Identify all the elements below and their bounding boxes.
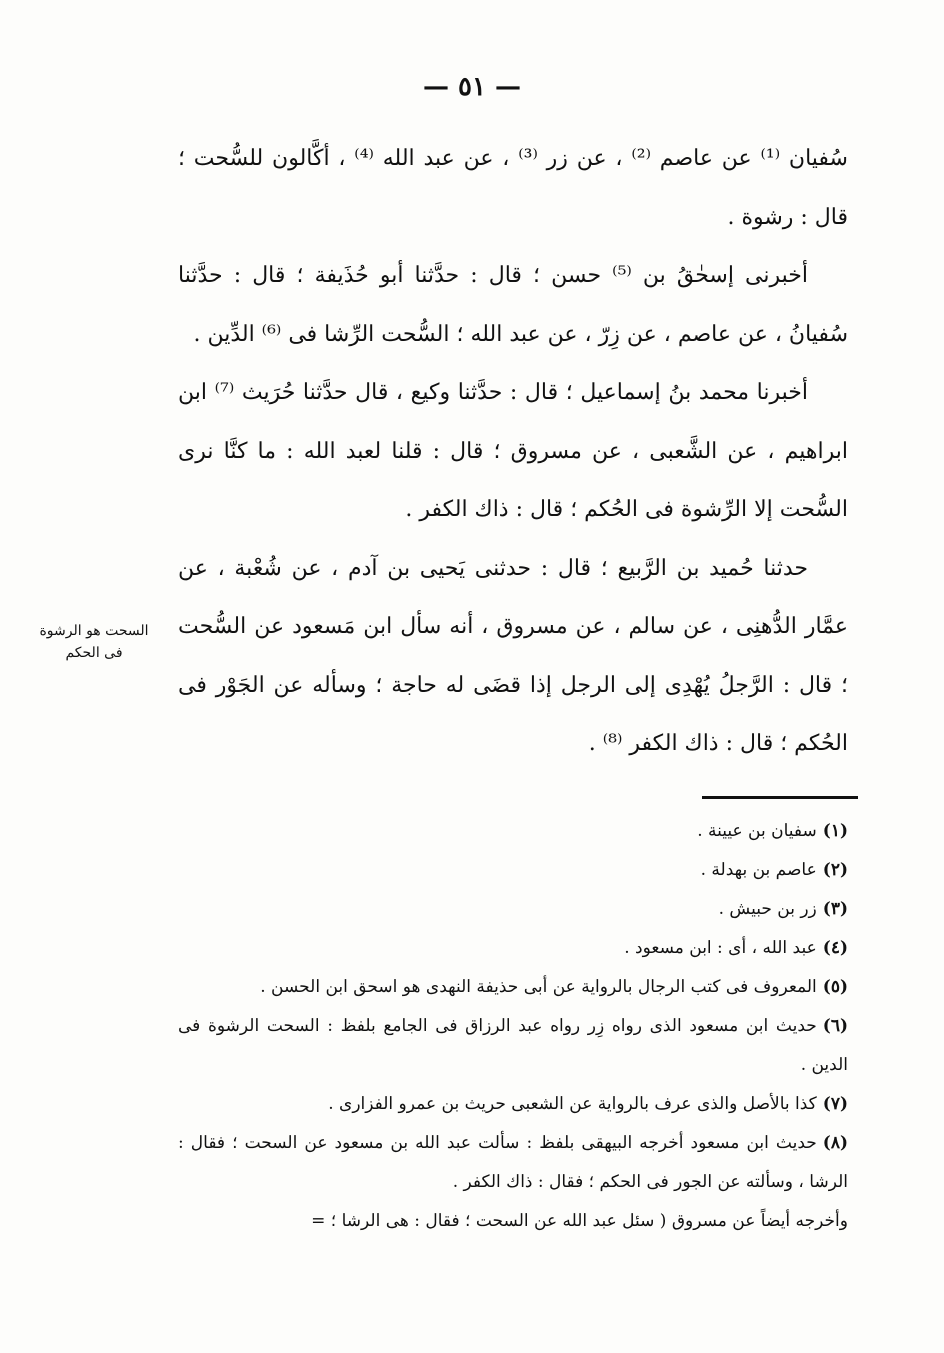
page-number: — ٥١ — bbox=[422, 72, 522, 102]
footnote-text: عاصم بن بهدلة . bbox=[700, 860, 817, 880]
footnote-5 bbox=[178, 968, 848, 1007]
footnote-text: حديث ابن مسعود الذى رواه زِر رواه عبد الرزاق فى الجامع بلفظ : السحت الرشوة فى الدين . bbox=[178, 1016, 848, 1075]
paragraph-4: حدثنا حُميد بن الرَّبيع ؛ قال : حدثنى يَحيى بن آدم ، عن شُعْبة ، عن عمَّار الدُّهنِى ، عن سالم ، عن مسروق ، أنه سأل ابن مَسعود عن السُّحت ؛ قال : الرَّجلُ يُهْدِى إلى الرجل إذا قضَى له حاجة ؛ وسأله عن الجَوْر فى الحُكم ؛ قال : ذاك الكفر ⁽⁸⁾ . bbox=[178, 555, 848, 756]
paragraph-2: أخبرنى إسحٰقُ بن ⁽⁵⁾ حسن ؛ قال : حدَّثنا أبو حُذَيفة ؛ قال : حدَّثنا سُفيانُ ، عن عاصم ، عن زِرّ ، عن عبد الله ؛ السُّحت الرِّشا فى ⁽⁶⁾ الدِّين . bbox=[178, 263, 848, 347]
footnote-2 bbox=[178, 851, 848, 890]
footnote-text: كذا بالأصل والذى عرف بالرواية عن الشعبى حريث بن عمرو الفزارى . bbox=[328, 1094, 817, 1114]
footnote-number: (٨) bbox=[822, 1133, 848, 1153]
footnote-3 bbox=[178, 890, 848, 929]
footnote-text: عبد الله ، أى : ابن مسعود . bbox=[624, 938, 817, 958]
margin-note: السحت هو الرشوة فى الحكم bbox=[39, 623, 149, 661]
footnote-number: (٢) bbox=[822, 860, 848, 880]
footnote-number: (٣) bbox=[822, 899, 848, 919]
footnote-number: (٧) bbox=[822, 1094, 848, 1114]
paragraph-3: أخبرنا محمد بنُ إسماعيل ؛ قال : حدَّثنا وكيع ، قال حدَّثنا حُرَيث ⁽⁷⁾ ابن ابراهيم ، عن الشَّعبى ، عن مسروق ؛ قال : قلنا لعبد الله : ما كنَّا نرى السُّحت إلا الرِّشوة فى الحُكم ؛ قال : ذاك الكفر . bbox=[178, 380, 848, 522]
footnote-text: سفيان بن عيينة . bbox=[697, 821, 817, 841]
footnote-text: حديث ابن مسعود أخرجه البيهقى بلفظ : سألت عبد الله بن مسعود عن السحت ؛ فقال : الرشا ، وسألته عن الجور فى الحكم ؛ فقال : ذاك الكفر . bbox=[178, 1133, 848, 1192]
footnote-number: (١) bbox=[822, 821, 848, 841]
footnote-6 bbox=[178, 1007, 848, 1085]
footnote-text: المعروف فى كتب الرجال بالرواية عن أبى حذيفة النهدى هو اسحق ابن الحسن . bbox=[260, 977, 817, 997]
footnote-1 bbox=[178, 812, 848, 851]
footnote-text: زر بن حبيش . bbox=[718, 899, 817, 919]
footnote-divider bbox=[702, 796, 858, 799]
footnote-4 bbox=[178, 929, 848, 968]
footnote-number: (٤) bbox=[822, 938, 848, 958]
footnotes bbox=[178, 812, 848, 1241]
footnote-7 bbox=[178, 1085, 848, 1124]
footnote-8 bbox=[178, 1124, 848, 1202]
paragraph-1: سُفيان ⁽¹⁾ عن عاصم ⁽²⁾ ، عن زر ⁽³⁾ ، عن عبد الله ⁽⁴⁾ ، أكَّالون للسُّحت ؛ قال : رشوة . bbox=[178, 146, 848, 230]
footnote-8-continued bbox=[178, 1202, 848, 1241]
footnote-number: (٦) bbox=[822, 1016, 848, 1036]
footnote-text: وأخرجه أيضاً عن مسروق ( سئل عبد الله عن السحت ؛ فقال : هى الرشا ؛ = bbox=[311, 1211, 848, 1231]
footnote-number: (٥) bbox=[822, 977, 848, 997]
main-text bbox=[178, 130, 848, 774]
